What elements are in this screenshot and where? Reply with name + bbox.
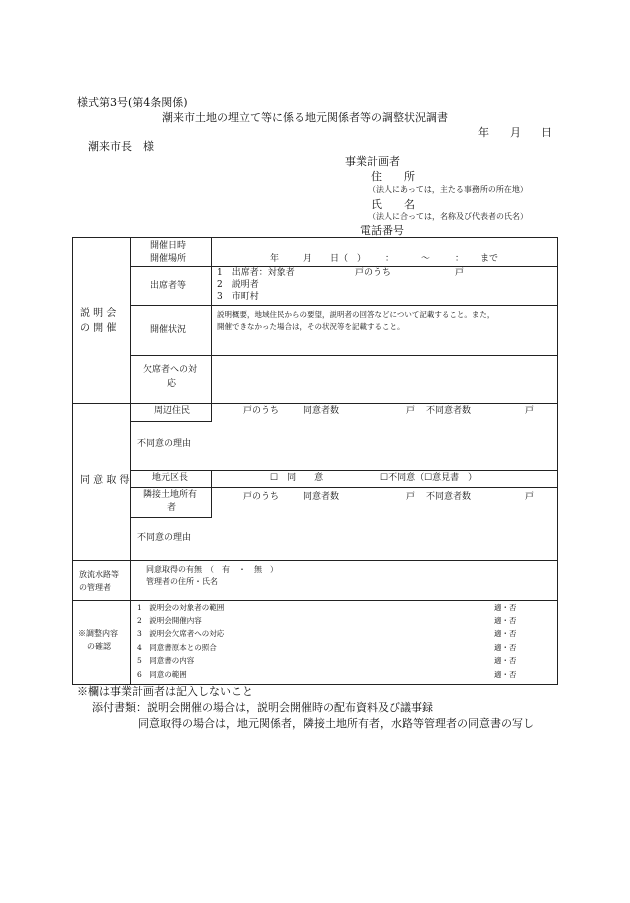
datetime-label: 開催日時 — [150, 241, 187, 251]
chief-row-bottom — [130, 487, 558, 488]
chief-agree-checkbox[interactable]: ☐ 同 意 — [270, 473, 324, 483]
attachments-line-1: 添付書類：説明会開催の場合は，説明会開催時の配布資料及び議事録 — [92, 701, 433, 714]
dt-day: 日（ ） — [330, 254, 367, 264]
residents-unit-2: 戸 — [525, 406, 535, 416]
divider-consent-waterway — [72, 560, 558, 561]
date-year: 年 — [478, 126, 489, 139]
residents-households: 戸のうち — [243, 406, 280, 416]
absentee-label-2: 応 — [167, 379, 177, 389]
briefing-section-label-2: の 開 催 — [80, 323, 117, 334]
neighbor-label-2: 者 — [167, 503, 177, 513]
neighbor-households: 戸のうち — [243, 492, 280, 502]
dt-year: 年 — [270, 254, 280, 264]
review-item: 4 同意書原本との照合 — [137, 643, 217, 652]
divider-waterway-review — [72, 600, 558, 601]
residents-disagree: 不同意者数 — [426, 406, 472, 416]
dt-colon-2: ： — [455, 254, 465, 264]
name-label: 氏 名 — [371, 198, 415, 211]
footer-note: ※欄は事業計画者は記入しないこと — [77, 685, 253, 698]
reason-label-2: 不同意の理由 — [137, 533, 192, 543]
dt-month: 月 — [303, 254, 313, 264]
neighbor-label-1: 隣接土地所有 — [143, 490, 198, 500]
review-mark[interactable]: 適・否 — [494, 643, 517, 652]
briefing-row3-divider — [130, 355, 558, 356]
review-label-1: ※調整内容 — [78, 629, 118, 638]
attendees-label: 出席者等 — [150, 281, 187, 291]
date-month: 月 — [510, 126, 521, 139]
phone-label: 電話番号 — [360, 224, 404, 237]
date-day: 日 — [541, 126, 552, 139]
residents-label-bottom — [130, 421, 212, 422]
consent-section-label: 同 意 取 得 — [80, 475, 130, 486]
waterway-label-2: の管理者 — [79, 583, 111, 592]
place-label: 開催場所 — [150, 254, 187, 264]
review-mark[interactable]: 適・否 — [494, 616, 517, 625]
waterway-label-1: 放流水路等 — [79, 570, 119, 579]
divider-briefing-consent — [72, 403, 558, 404]
neighbor-label-bottom — [130, 517, 212, 518]
consent-mid-divider — [130, 470, 558, 471]
residents-label: 周辺住民 — [154, 406, 191, 416]
briefing-sublabel-divider — [211, 237, 212, 403]
addressee: 潮来市長 様 — [88, 140, 154, 153]
review-item: 5 同意書の内容 — [137, 656, 195, 665]
residents-agree: 同意者数 — [303, 406, 340, 416]
dt-until: まで — [480, 254, 499, 264]
review-item: 3 説明会欠席者への対応 — [137, 629, 225, 638]
briefing-section-label-1: 説 明 会 — [80, 308, 117, 319]
chief-disagree-checkbox[interactable]: ☐不同意（☐意見書 ） — [380, 473, 478, 483]
dt-tilde: ～ — [421, 254, 431, 264]
neighbor-disagree: 不同意者数 — [426, 492, 472, 502]
attendee-households: 戸のうち — [355, 268, 392, 278]
form-number: 様式第3号(第4条関係) — [77, 96, 188, 109]
waterway-manager-info: 管理者の住所・氏名 — [146, 577, 218, 586]
review-mark[interactable]: 適・否 — [494, 656, 517, 665]
review-mark[interactable]: 適・否 — [494, 670, 517, 679]
status-note-2: 開催できなかった場合は，その状況等を記載すること。 — [217, 322, 405, 331]
review-label-2: の確認 — [87, 642, 111, 651]
name-note: （法人に合っては，名称及び代表者の氏名） — [368, 212, 528, 221]
chief-label-divider — [211, 470, 212, 518]
review-item: 1 説明会の対象者の範囲 — [137, 603, 225, 612]
neighbor-unit-1: 戸 — [406, 492, 416, 502]
attendee-line-1: 1 出席者：対象者 — [217, 268, 295, 278]
status-note-1: 説明概要，地域住民からの要望，説明者の回答などについて記載すること。また， — [217, 310, 495, 319]
review-item: 2 説明会開催内容 — [137, 616, 202, 625]
dt-colon-1: ： — [385, 254, 395, 264]
table-border-top — [72, 237, 558, 238]
neighbor-unit-2: 戸 — [525, 492, 535, 502]
review-item: 6 同意の範囲 — [137, 670, 187, 679]
attendee-line-2: 2 説明者 — [217, 280, 259, 290]
residents-unit-1: 戸 — [406, 406, 416, 416]
absentee-label-1: 欠席者への対 — [143, 365, 198, 375]
page-title: 潮来市土地の埋立て等に係る地元関係者等の調整状況調書 — [162, 111, 448, 124]
attendee-unit: 戸 — [455, 268, 465, 278]
briefing-row2-divider — [130, 305, 558, 306]
review-mark[interactable]: 適・否 — [494, 603, 517, 612]
reason-label-1: 不同意の理由 — [137, 439, 192, 449]
address-label: 住 所 — [371, 170, 415, 183]
planner-label: 事業計画者 — [345, 155, 400, 168]
residents-label-divider — [211, 403, 212, 421]
briefing-row1-divider — [130, 266, 558, 267]
status-label: 開催状況 — [150, 325, 187, 335]
neighbor-agree: 同意者数 — [303, 492, 340, 502]
table-border-left — [72, 237, 73, 685]
address-note: （法人にあっては，主たる事務所の所在地） — [368, 185, 528, 194]
review-mark[interactable]: 適・否 — [494, 629, 517, 638]
waterway-consent-status: 同意取得の有無 （ 有 ・ 無 ） — [146, 565, 278, 574]
chief-label: 地元区長 — [152, 473, 189, 483]
attachments-line-2: 同意取得の場合は，地元関係者，隣接土地所有者，水路等管理者の同意書の写し — [138, 717, 534, 730]
attendee-line-3: 3 市町村 — [217, 292, 259, 302]
